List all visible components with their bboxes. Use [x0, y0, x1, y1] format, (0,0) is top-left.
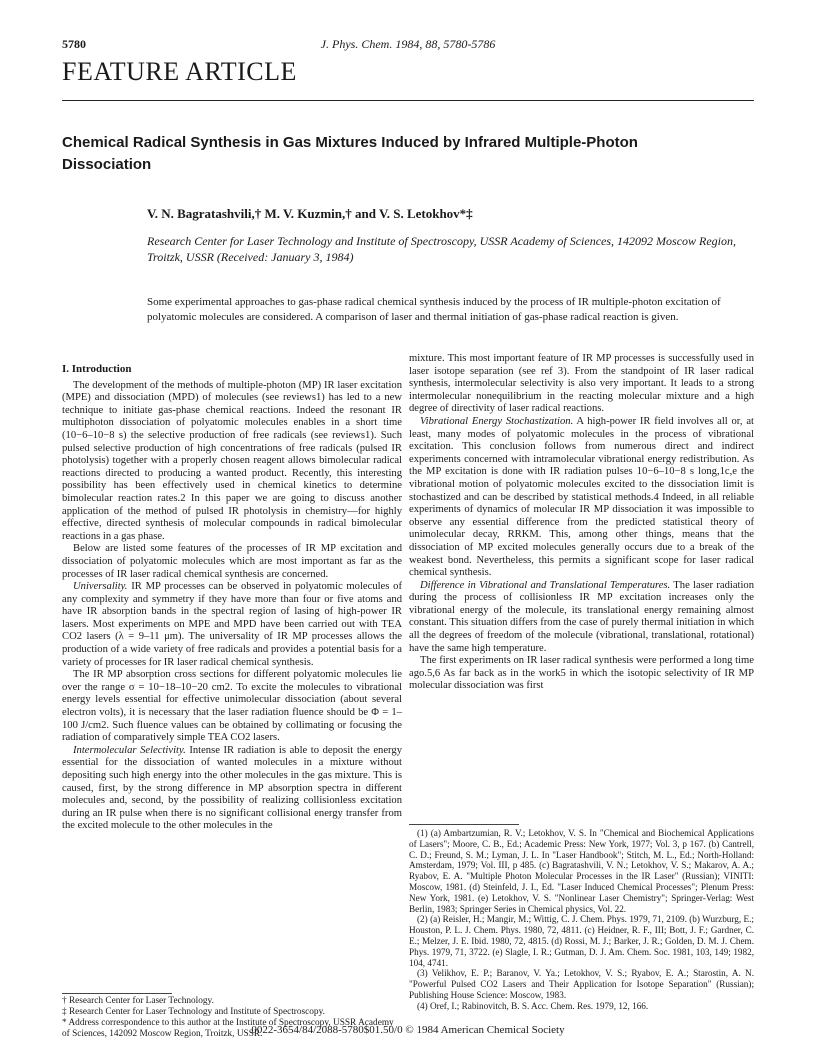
paragraph-body: The laser radiation during the process of collisionless IR MP excitation increases only the vibrational energy of the molecule, its translational energy remaining almost constant. This situation differs from the case of purely thermal initiation in which all the degrees of freedom of the molecule (vibrational, translational, rotational) have the same high temperature. [409, 579, 754, 654]
right-column [409, 353, 754, 693]
running-header: J. Phys. Chem. 1984, 88, 5780-5786 [320, 37, 496, 51]
left-column [62, 363, 402, 833]
reference-item: (4) Oref, I.; Rabinovitch, B. S. Acc. Chem. Res. 1979, 12, 166. [417, 1000, 649, 1011]
run-in-heading: Difference in Vibrational and Translational Temperatures. [420, 579, 671, 591]
section-heading: I. Introduction [62, 363, 132, 375]
paragraph: The development of the methods of multiple-photon (MP) IR laser excitation (MPE) and dissociation (MPD) of molecules (see reviews1) has led to a new technique to initiate gas-phase chemical reactions. Indeed the resonant IR multiphoton dissociation of polyatomic molecules enables in a short time (10−6–10−8 s) the selective production of free radicals (see reviews1). Such pulsed selective production of high concentrations of free radicals (pulsed IR photolysis) together with a properly chosen reagent allows bimolecular radical reactions directed to producing a wanted product. Recently, this interesting possibility has been effectively used in chemical kinetics to determine bimolecular reaction rates.2 In this paper we are going to discuss another application of the method of pulsed IR photolysis in chemistry—for highly effective, directed synthesis of molecular compounds in radical bimolecular reactions in a gas phase. [62, 379, 402, 542]
run-in-heading: Intermolecular Selectivity. [73, 744, 186, 756]
paragraph [62, 745, 402, 833]
paragraph-body: A high-power IR field involves all or, at least, many modes of polyatomic molecules in the process of vibrational excitation. This conclusion follows from numerous direct and indirect experiments concerned with intramolecular vibrational energy redistribution. As the MP excitation is done with IR radiation pulses 10−6–10−8 s long,1c,e the vibrational motion of polyatomic molecules excited to the dissociation limit is stochastized and can be described by statistical methods.4 Indeed, in all reliable experiments of dynamics of molecular IR MP dissociation it was impossible to observe any essential difference from the predicted statistical theory of unimolecular decay, RRKM. This, among other things, means that the dissociation of MP excited molecules generally occurs due to a break of the weakest bond. Nevertheless, this permits a significant scope for laser radical chemical synthesis. [409, 415, 754, 579]
paragraph: Below are listed some features of the processes of IR MP excitation and dissociation of polyatomic molecules which are most important as far as the processes of IR laser radical chemical synthesis are concerned. [62, 543, 402, 580]
page-number: 5780 [62, 37, 86, 51]
author-list: V. N. Bagratashvili,† M. V. Kuzmin,† and V. S. Letokhov*‡ [147, 206, 473, 221]
copyright-footer: 0022-3654/84/2088-5780$01.50/0 © 1984 American Chemical Society [251, 1024, 565, 1036]
run-in-heading: Universality. [73, 581, 128, 593]
references-rule [409, 824, 519, 825]
header-rule [62, 100, 754, 101]
paragraph [409, 416, 754, 580]
affiliation: Research Center for Laser Technology and Institute of Spectroscopy, USSR Academy of Sciences, 142092 Moscow Region, Troitzk, USSR (Received: January 3, 1984) [147, 234, 737, 264]
paragraph-body: IR MP processes can be observed in polyatomic molecules of any complexity and symmetry if they have more than four or five atoms and have IR absorption bands in the spectral region of lasing of high-power IR lasers. Most experiments on MPE and MPD have been carried out with TEA CO2 lasers (λ = 9–11 μm). The universality of IR MP processes allows the production of a wide variety of free radicals and provides a potential basis for a variety of processes for IR laser radical chemical synthesis. [62, 581, 402, 668]
footnote: * Address correspondence to this author at the Institute of Spectroscopy, USSR Academy of Sciences, 142092 Moscow Region, Troitzk, USSR. [62, 1018, 394, 1039]
abstract: Some experimental approaches to gas-phase radical chemical synthesis induced by the process of IR multiple-photon excitation of polyatomic molecules are considered. A comparison of laser and thermal initiation of gas-phase radical reaction is given. [147, 296, 721, 323]
reference-item: (2) (a) Reisler, H.; Mangir, M.; Wittig, C. J. Chem. Phys. 1979, 71, 2109. (b) Wurzburg, E.; Houston, P. L. J. Chem. Phys. 1980, 72, 4811. (c) Heidner, R. F., III; Bott, J. F.; Gardner, C. E.; Melzer, J. E. Ibid. 1980, 72, 4815. (d) Rossi, M. J.; Barker, J. R.; Golden, D. M. J. Chem. Phys. 1979, 71, 3722. (e) Slagle, I. R.; Gutman, D. J. Am. Chem. Soc. 1981, 103, 149; 1982, 104, 4741. [409, 914, 754, 968]
paragraph: The first experiments on IR laser radical synthesis were performed a long time ago.5,6 As far back as in the work5 in which the isotopic selectivity of IR MP molecular dissociation was first [409, 655, 754, 692]
paragraph [409, 580, 754, 656]
reference-item: (1) (a) Ambartzumian, R. V.; Letokhov, V. S. In "Chemical and Biochemical Applications of Lasers"; Moore, C. B., Ed.; Academic Press: New York, 1977; Vol. 3, p 167. (b) Cantrell, C. D.; Freund, S. M.; Lyman, J. L. In "Laser Handbook"; Stitch, M. L., Ed.; North-Holland: Amsterdam, 1979; Vol. III, p 485. (c) Bagratashvili, V. N.; Letokhov, V. S.; Makarov, A. A.; Ryabov, E. A. "Multiple Photon Molecular Processes in the IR Laser" (Russian); VINITI: Moscow, 1981. (d) Steinfeld, J. I., Ed. "Laser Induced Chemical Processes"; Plenum Press: New York, 1981. (e) Letokhov, V. S. "Nonlinear Laser Chemistry"; Springer-Verlag: West Berlin, 1983; Springer Series in Chemical physics, Vol. 22. [409, 828, 754, 914]
article-title: Chemical Radical Synthesis in Gas Mixtures Induced by Infrared Multiple-Photon Dissociation [62, 134, 638, 173]
paragraph-body: Intense IR radiation is able to deposit the energy essential for the dissociation of wanted molecules in a mixture without depositing such high energy into the other molecules in the gas mixture. This is caused, first, by the strong difference in MP absorption spectra in different molecules and, second, by the possibility of realizing collisionless excitation during an IR pulse when there is no significant collisional energy transfer from the excited molecule to the other molecules in the [62, 744, 402, 832]
reference-item: (3) Velikhov, E. P.; Baranov, V. Ya.; Letokhov, V. S.; Ryabov, E. A.; Starostin, A. N. "Powerful Pulsed CO2 Lasers and Their Application for Isotope Separation" (Russian); Publishing House Science: Moscow, 1983. [409, 968, 754, 1000]
paragraph [62, 581, 402, 669]
footnote: † Research Center for Laser Technology. [62, 996, 214, 1006]
footnote: ‡ Research Center for Laser Technology and Institute of Spectroscopy. [62, 1007, 325, 1017]
section-kicker: FEATURE ARTICLE [62, 57, 297, 86]
run-in-heading: Vibrational Energy Stochastization. [420, 415, 574, 427]
paragraph: mixture. This most important feature of IR MP processes is successfully used in laser isotope separation (see ref 3). From the standpoint of IR laser radical synthesis, intermolecular selectivity is also very important. It leads to a strong intermolecular nonequilibrium in the reacting molecular mixture and a high degree of directivity of laser radical reactions. [409, 353, 754, 415]
paragraph: The IR MP absorption cross sections for different polyatomic molecules lie over the range σ = 10−18–10−20 cm2. To excite the molecules to vibrational energy levels essential for effective unimolecular dissociation (about several electron volts), it is necessary that the laser radiation fluence should be Φ = 1–100 J/cm2. Such fluence values can be obtained by collimating or focusing the radiation of comparatively simple TEA CO2 lasers. [62, 669, 402, 744]
reference-list [409, 828, 754, 1012]
footnote-rule [62, 993, 172, 994]
